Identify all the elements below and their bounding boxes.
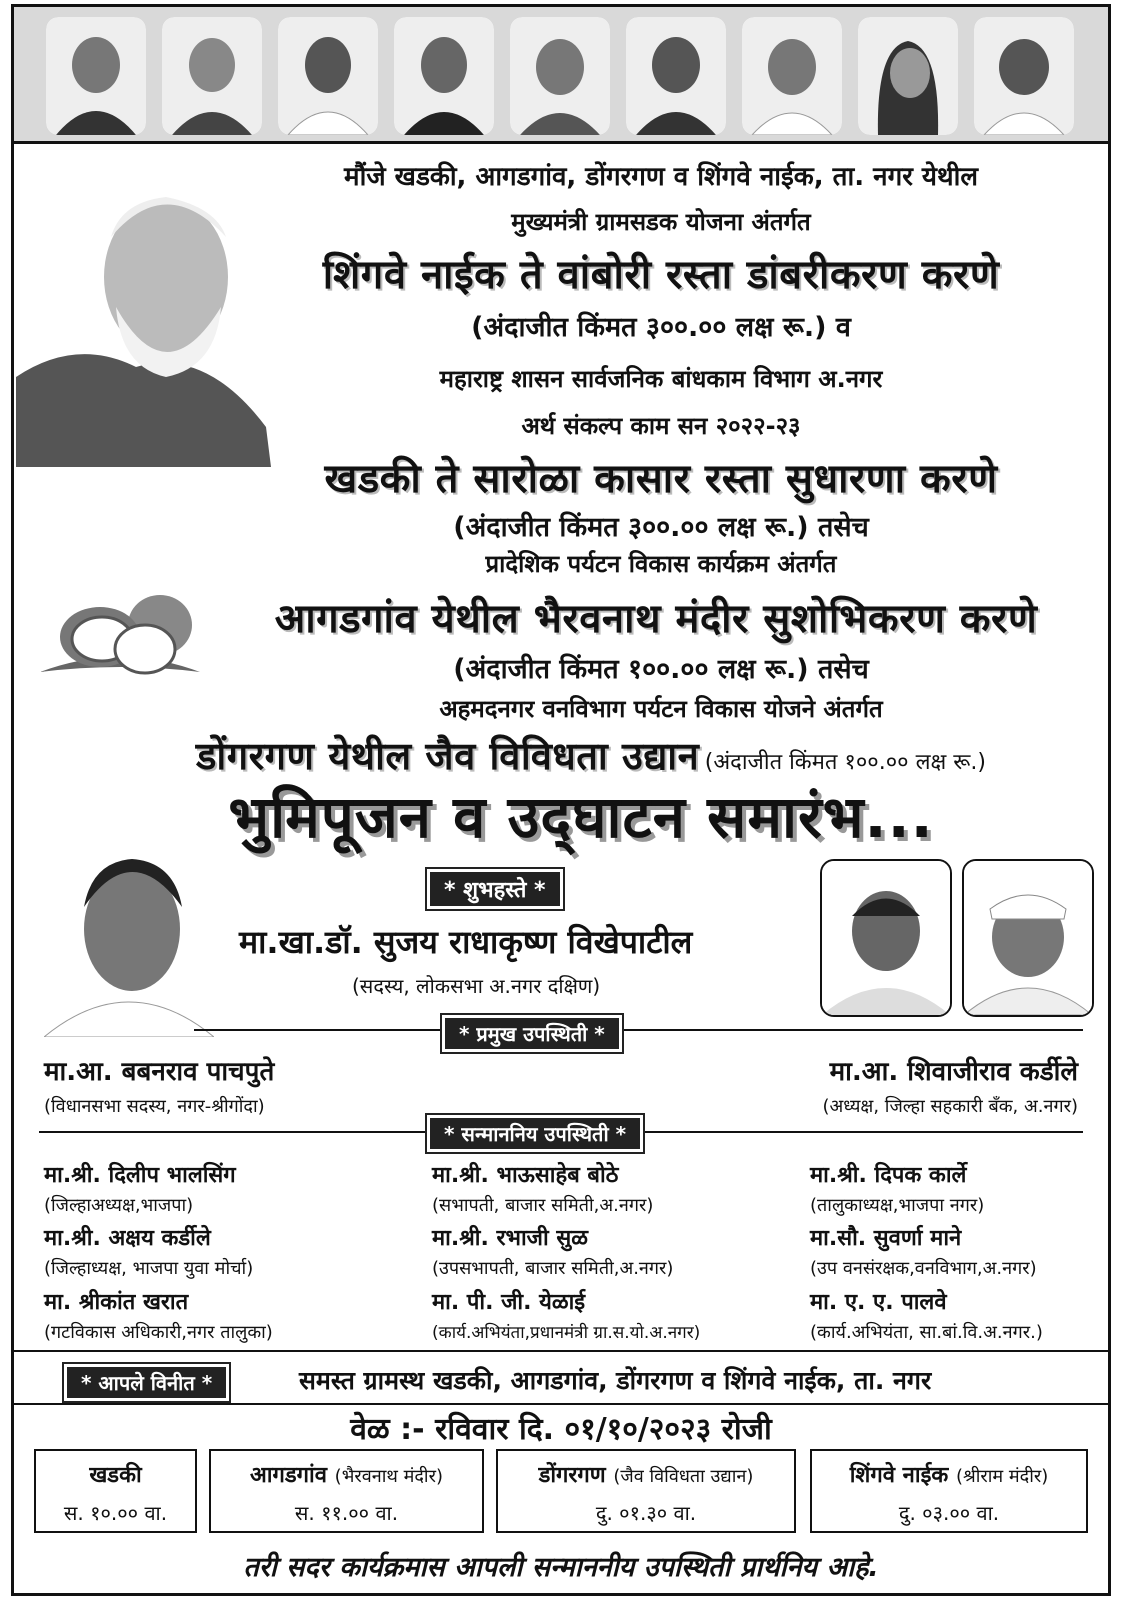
schedule-time: दु. ०३.०० वा. <box>898 1501 1000 1525</box>
guest-name: मा.श्री. दिलीप भालसिंग <box>44 1163 236 1188</box>
pramukh-right-name: मा.आ. शिवाजीराव कर्डीले <box>829 1057 1078 1087</box>
vinit-text: समस्त ग्रामस्थ खडकी, आगडगांव, डोंगरगण व शिंगवे नाईक, ता. नगर <box>299 1366 932 1395</box>
leader-photo <box>742 17 842 135</box>
pramukh-left-role: (विधानसभा सदस्य, नगर-श्रीगोंदा) <box>44 1096 265 1117</box>
guest-name: मा. ए. ए. पालवे <box>810 1290 947 1315</box>
budget-year-line: अर्थ संकल्प काम सन २०२२-२३ <box>521 412 801 440</box>
divider <box>14 1350 1108 1352</box>
leader-photo <box>974 17 1074 135</box>
guest-role: (कार्य.अभियंता,प्रधानमंत्री ग्रा.स.यो.अ.नगर) <box>432 1323 701 1343</box>
shubhahaste-label: * शुभहस्ते * <box>427 869 563 909</box>
villages-line: मौंजे खडकी, आगडगांव, डोंगरगण व शिंगवे नाईक, ता. नगर येथील <box>344 162 978 192</box>
leader-photo <box>278 17 378 135</box>
scheme-line: मुख्यमंत्री ग्रामसडक योजना अंतर्गत <box>511 208 811 236</box>
schedule-box <box>34 1449 197 1533</box>
pramukh-label: * प्रमुख उपस्थिती * <box>442 1015 622 1052</box>
work4-title: डोंगरगण येथील जैव विविधता उद्यान <box>196 734 700 778</box>
work2-title: खडकी ते सारोळा कासार रस्ता सुधारणा करणे <box>324 456 998 502</box>
chief-guest-name: मा.खा.डॉ. सुजय राधाकृष्ण विखेपाटील <box>239 923 693 961</box>
invitation-poster <box>11 4 1111 1596</box>
schedule-place: डोंगरगण <box>538 1463 606 1488</box>
guest-name: मा.श्री. भाऊसाहेब बोठे <box>432 1163 619 1188</box>
leader-photo <box>394 17 494 135</box>
guest-role: (गटविकास अधिकारी,नगर तालुका) <box>44 1322 273 1343</box>
guest-name: मा.श्री. अक्षय कर्डीले <box>44 1226 211 1251</box>
schedule-box <box>209 1449 484 1533</box>
schedule-box <box>496 1449 796 1533</box>
leaders-photo-strip <box>14 7 1108 144</box>
schedule-place: खडकी <box>89 1463 142 1488</box>
leader-photo <box>858 17 958 135</box>
forest-line: अहमदनगर वनविभाग पर्यटन विकास योजने अंतर्गत <box>439 695 883 723</box>
guest-role: (उप वनसंरक्षक,वनविभाग,अ.नगर) <box>810 1258 1037 1279</box>
vinit-label: * आपले विनीत * <box>64 1364 229 1401</box>
pramukh-right-role: (अध्यक्ष, जिल्हा सहकारी बँक, अ.नगर) <box>822 1096 1078 1117</box>
coconut-illustration <box>40 587 200 687</box>
leader-photo <box>162 17 262 135</box>
department-line: महाराष्ट्र शासन सार्वजनिक बांधकाम विभाग अ.नगर <box>439 365 883 393</box>
guest-role: (सभापती, बाजार समिती,अ.नगर) <box>432 1195 654 1216</box>
work4-row <box>114 729 1068 781</box>
chief-guest-role: (सदस्य, लोकसभा अ.नगर दक्षिण) <box>352 974 601 998</box>
schedule-time: स. ११.०० वा. <box>294 1501 399 1525</box>
guest-role: (जिल्हाअध्यक्ष,भाजपा) <box>44 1195 194 1216</box>
chief-guest-portrait <box>44 837 214 1037</box>
pramukh-left-name: मा.आ. बबनराव पाचपुते <box>44 1057 275 1087</box>
schedule-place: आगडगांव <box>250 1463 327 1488</box>
event-title: भुमिपूजन व उद्‌घाटन समारंभ... <box>228 783 934 851</box>
work1-title: शिंगवे नाईक ते वांबोरी रस्ता डांबरीकरण करणे <box>322 252 1000 298</box>
work2-cost: (अंदाजीत किंमत ३००.०० लक्ष रू.) तसेच <box>453 512 869 543</box>
main-portrait <box>16 167 271 467</box>
schedule-box <box>810 1449 1088 1533</box>
event-time: वेळ :- रविवार दि. ०१/१०/२०२३ रोजी <box>350 1412 772 1447</box>
guest-name: मा. श्रीकांत खरात <box>44 1290 189 1315</box>
divider <box>14 1403 1108 1405</box>
work3-cost: (अंदाजीत किंमत १००.०० लक्ष रू.) तसेच <box>453 654 869 685</box>
footer-request: तरी सदर कार्यक्रमास आपली सन्माननीय उपस्थिती प्रार्थनिय आहे. <box>243 1552 879 1583</box>
schedule-sub: (श्रीराम मंदीर) <box>955 1466 1049 1487</box>
tourism-line: प्रादेशिक पर्यटन विकास कार्यक्रम अंतर्गत <box>485 550 837 578</box>
leader-photo <box>510 17 610 135</box>
schedule-sub: (जैव विविधता उद्यान) <box>613 1466 754 1487</box>
schedule-place: शिंगवे नाईक <box>849 1463 949 1488</box>
guest-role: (जिल्हाध्यक्ष, भाजपा युवा मोर्चा) <box>44 1258 254 1279</box>
leader-photo <box>46 17 146 135</box>
guest-name: मा. पी. जी. येळाई <box>432 1290 586 1315</box>
guest-role: (उपसभापती, बाजार समिती,अ.नगर) <box>432 1258 674 1279</box>
schedule-sub: (भैरवनाथ मंदीर) <box>334 1466 443 1487</box>
guest-name: मा.सौ. सुवर्णा माने <box>810 1226 962 1251</box>
sanmananiya-label: * सन्माननिय उपस्थिती * <box>427 1115 643 1152</box>
guest-role: (कार्य.अभियंता, सा.बां.वि.अ.नगर.) <box>810 1322 1043 1343</box>
divider <box>194 1029 1083 1031</box>
schedule-time: दु. ०१.३० वा. <box>595 1501 697 1525</box>
work4-cost: (अंदाजीत किंमत १००.०० लक्ष रू.) <box>704 750 986 775</box>
work3-title: आगडगांव येथील भैरवनाथ मंदीर सुशोभिकरण करणे <box>274 596 1038 642</box>
guest-name: मा.श्री. रभाजी सुळ <box>432 1226 588 1251</box>
schedule-time: स. १०.०० वा. <box>63 1501 168 1525</box>
work1-cost: (अंदाजीत किंमत ३००.०० लक्ष रू.) व <box>471 312 851 343</box>
guest-portrait <box>962 859 1094 1017</box>
guest-role: (तालुकाध्यक्ष,भाजपा नगर) <box>810 1195 985 1216</box>
guest-name: मा.श्री. दिपक कार्ले <box>810 1163 967 1188</box>
leader-photo <box>626 17 726 135</box>
guest-portrait <box>820 859 952 1017</box>
